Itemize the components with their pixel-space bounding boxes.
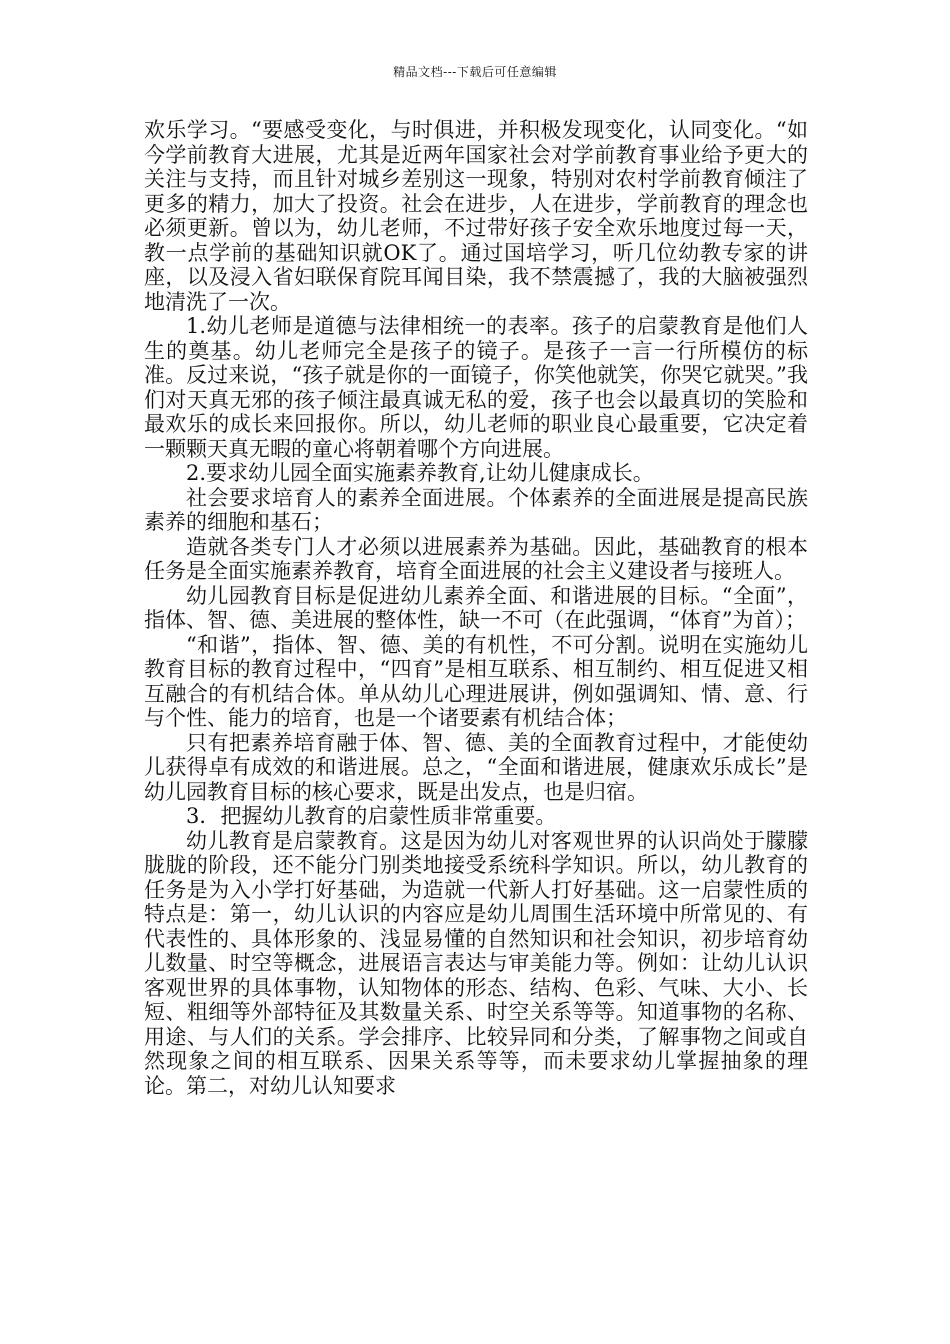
paragraph: 欢乐学习。“要感受变化，与时俱进，并积极发现变化，认同变化。“如今学前教育大进展，尤其是近两年国家社会对学前教育事业给予更大的关注与支持，而且针对城乡差别这一现象，特别对农村学前教育倾注了更多的精力，加大了投资。社会在进步，人在进步，学前教育的理念也必须更新。曾以为，幼儿老师，不过带好孩子安全欢乐地度过每一天，教一点学前的基础知识就OK了。通过国培学习，听几位幼教专家的讲座，以及浸入省妇联保育院耳闻目染，我不禁震撼了，我的大脑被强烈地清洗了一次。	[144, 118, 808, 314]
paragraph: 幼儿园教育目标是促进幼儿素养全面、和谐进展的目标。“全面”，指体、智、德、美进展的整体性，缺一不可（在此强调，“体育”为首）；	[144, 583, 808, 632]
document-body	[144, 118, 808, 1098]
paragraph: “和谐”，指体、智、德、美的有机性，不可分割。说明在实施幼儿教育目标的教育过程中，“四育”是相互联系、相互制约、相互促进又相互融合的有机结合体。单从幼儿心理进展讲，例如强调知、情、意、行与个性、能力的培育，也是一个诸要素有机结合体；	[144, 632, 808, 730]
paragraph: 社会要求培育人的素养全面进展。个体素养的全面进展是提高民族素养的细胞和基石；	[144, 485, 808, 534]
paragraph: 造就各类专门人才必须以进展素养为基础。因此，基础教育的根本任务是全面实施素养教育，培育全面进展的社会主义建设者与接班人。	[144, 534, 808, 583]
paragraph: 2.要求幼儿园全面实施素养教育,让幼儿健康成长。	[186, 461, 654, 485]
paragraph: 1.幼儿老师是道德与法律相统一的表率。孩子的启蒙教育是他们人生的奠基。幼儿老师完全是孩子的镜子。是孩子一言一行所模仿的标准。反过来说，“孩子就是你的一面镜子，你笑他就笑，你哭它就哭。”我们对天真无邪的孩子倾注最真诚无私的爱，孩子也会以最真切的笑脸和最欢乐的成长来回报你。所以，幼儿老师的职业良心最重要，它决定着一颗颗天真无暇的童心将朝着哪个方向进展。	[144, 314, 808, 461]
paragraph: 幼儿教育是启蒙教育。这是因为幼儿对客观世界的认识尚处于朦朦胧胧的阶段，还不能分门别类地接受系统科学知识。所以，幼儿教育的任务是为入小学打好基础，为造就一代新人打好基础。这一启蒙性质的特点是：第一，幼儿认识的内容应是幼儿周围生活环境中所常见的、有代表性的、具体形象的、浅显易懂的自然知识和社会知识，初步培育幼儿数量、时空等概念，进展语言表达与审美能力等。例如：让幼儿认识客观世界的具体事物，认知物体的形态、结构、色彩、气味、大小、长短、粗细等外部特征及其数量关系、时空关系等等。知道事物的名称、用途、与人们的关系。学会排序、比较异同和分类，了解事物之间或自然现象之间的相互联系、因果关系等等，而未要求幼儿掌握抽象的理论。第二，对幼儿认知要求	[144, 828, 808, 1098]
page-header: 精品文档---下载后可任意编辑	[393, 65, 557, 79]
paragraph: 3．把握幼儿教育的启蒙性质非常重要。	[186, 804, 557, 828]
paragraph: 只有把素养培育融于体、智、德、美的全面教育过程中，才能使幼儿获得卓有成效的和谐进展。总之，“全面和谐进展，健康欢乐成长”是幼儿园教育目标的核心要求，既是出发点，也是归宿。	[144, 730, 808, 804]
